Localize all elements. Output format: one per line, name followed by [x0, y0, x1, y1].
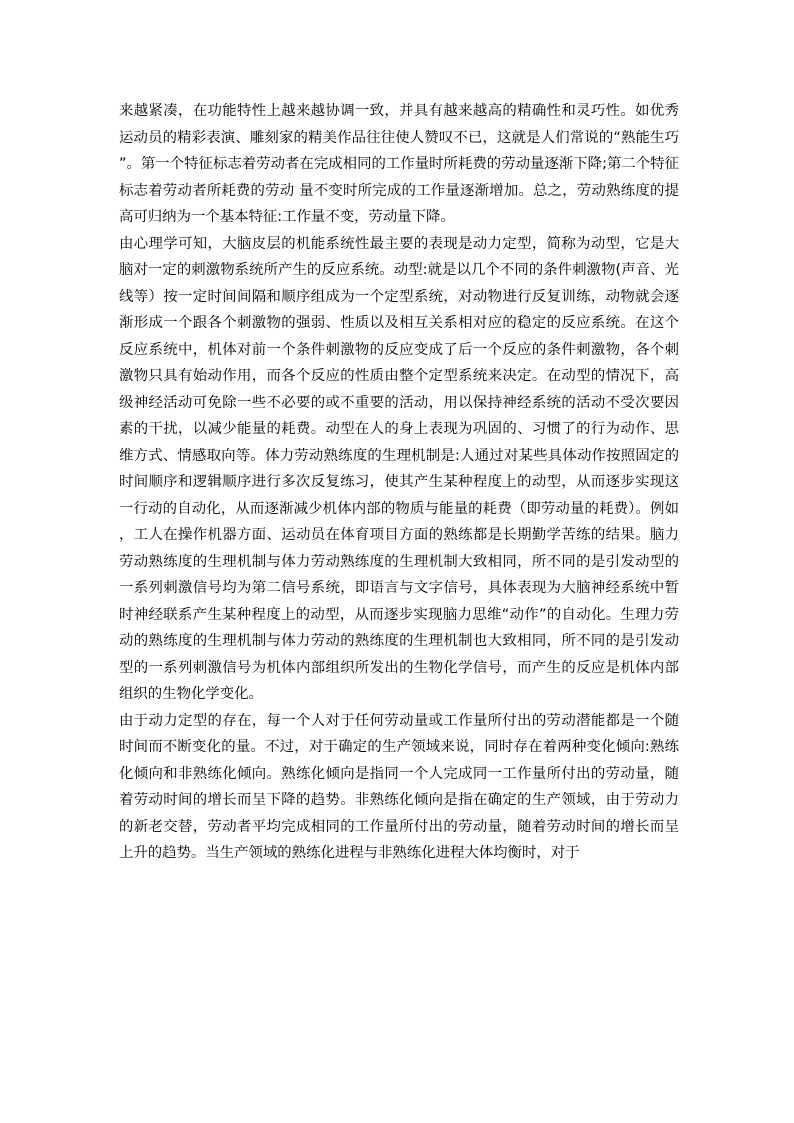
paragraph-2: 由心理学可知，大脑皮层的机能系统性最主要的表现是动力定型，简称为动型，它是大脑对一定的刺激物系统所产生的反应系统。动型:就是以几个不同的条件刺激物(声音、光线等）按一定时间间隔和顺序组成为一个定型系统，对动物进行反复训练，动物就会逐渐形成一个跟各个刺激物的强弱、性质以及相互关系相对应的稳定的反应系统。在这个反应系统中，机体对前一个条件刺激物的反应变成了后一个反应的条件刺激物，各个刺激物只具有始动作用，而各个反应的性质由整个定型系统来决定。在动型的情况下，高级神经活动可免除一些不必要的或不重要的活动，用以保持神经系统的活动不受次要因素的干扰，以减少能量的耗费。动型在人的身上表现为巩固的、习惯了的行为动作、思维方式、情感取向等。体力劳动熟练度的生理机制是:人通过对某些具体动作按照固定的时间顺序和逻辑顺序进行多次反复练习，使其产生某种程度上的动型，从而逐步实现这一行动的自动化，从而逐渐减少机体内部的物质与能量的耗费（即劳动量的耗费）。例如，工人在操作机器方面、运动员在体育项目方面的熟练都是长期勤学苦练的结果。脑力劳动熟练度的生理机制与体力劳动熟练度的生理机制大致相同，所不同的是引发动型的一系列刺激信号均为第二信号系统，即语言与文字信号，具体表现为大脑神经系统中暂时神经联系产生某种程度上的动型，从而逐步实现脑力思维“动作”的自动化。生理力劳动的熟练度的生理机制与体力劳动的熟练度的生理机制也大致相同，所不同的是引发动型的一系列刺激信号为机体内部组织所发出的生物化学信号，而产生的反应是机体内部组织的生物化学变化。 [119, 235, 679, 702]
paragraph-3: 由于动力定型的存在，每一个人对于任何劳动量或工作量所付出的劳动潜能都是一个随时间而不断变化的量。不过，对于确定的生产领域来说，同时存在着两种变化倾向:熟练化倾向和非熟练化倾向。熟练化倾向是指同一个人完成同一工作量所付出的劳动量，随着劳动时间的增长而呈下降的趋势。非熟练化倾向是指在确定的生产领域，由于劳动力的新老交替，劳动者平均完成相同的工作量所付出的劳动量，随着劳动时间的增长而呈上升的趋势。当生产领域的熟练化进程与非熟练化进程大体均衡时，对于 [119, 712, 679, 861]
paragraph-1: 来越紧凑，在功能特性上越来越协调一致，并具有越来越高的精确性和灵巧性。如优秀运动员的精彩表演、雕刻家的精美作品往往使人赞叹不已，这就是人们常说的“熟能生巧”。第一个特征标志着劳动者在完成相同的工作量时所耗费的劳动量逐渐下降;第二个特征标志着劳动者所耗费的劳动 量不变时所完成的工作量逐渐增加。总之，劳动熟练度的提高可归纳为一个基本特征:工作量不变，劳动量下降。 [119, 103, 679, 225]
document-body [119, 98, 679, 867]
